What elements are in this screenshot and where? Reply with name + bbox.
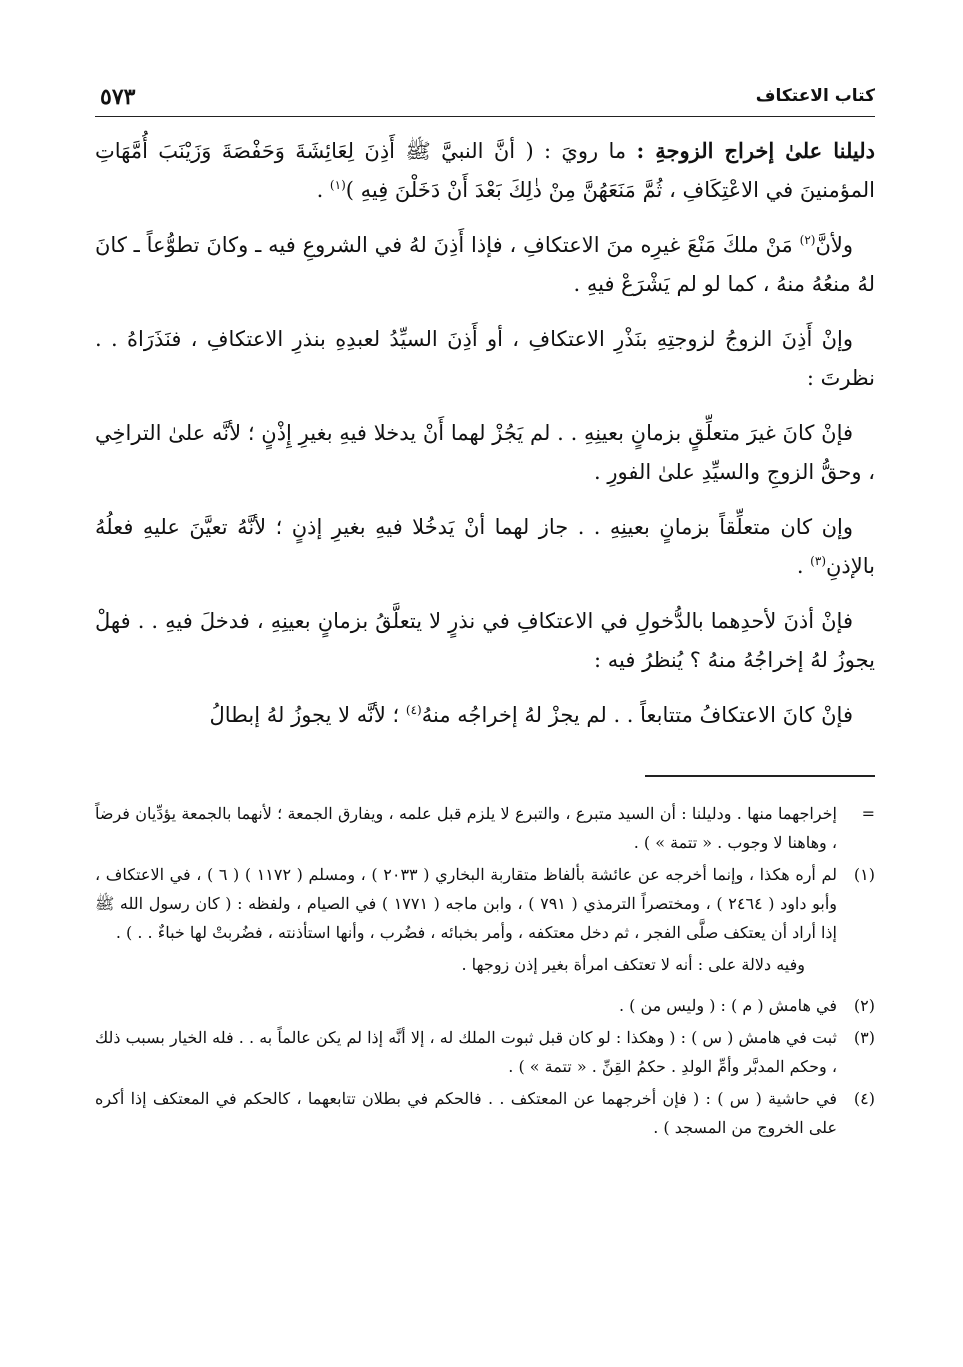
footnote	[95, 1084, 875, 1142]
paragraph	[95, 696, 875, 735]
paragraph	[95, 602, 875, 680]
footnote	[95, 1023, 875, 1081]
paragraph	[95, 131, 875, 210]
paragraph-tail: .	[796, 554, 811, 578]
footnote-mark: (٣)	[853, 1028, 875, 1047]
footnote-text: في هامش ( م ) : ( وليس من ) .	[618, 996, 837, 1015]
paragraph-lead: دليلنا علىٰ إخراج الزوجةِ :	[636, 138, 875, 163]
footnote-mark: =	[861, 804, 875, 823]
footnote	[95, 991, 875, 1020]
footnote-mark: (٤)	[853, 1089, 875, 1108]
page-header	[95, 80, 875, 117]
page-number: ٥٧٣	[100, 84, 136, 110]
footnote-ref: (٣)	[810, 554, 826, 568]
paragraph-text: فإنْ كانَ غيرَ متعلِّقٍ بزمانٍ بعينِهِ . . لم يَجُزْ لهما أَنْ يدخلا فيهِ بغيرِ إِذْنٍ ؛ لأنَّه علىٰ التراخِي ، وحقُّ الزوجِ والسيِّدِ علىٰ الفورِ .	[95, 421, 875, 484]
footnote-text: في حاشية ( س ) : ( فإن أخرجهما عن المعتكف . . فالحكم في بطلان تتابعهما ، كالحكم في المعتكف إذا أكره على الخروج من المسجد ) .	[95, 1089, 837, 1137]
main-text	[95, 131, 875, 735]
running-title: كتاب الاعتكاف	[755, 86, 875, 106]
paragraph	[95, 414, 875, 492]
paragraph-text: وإنْ أَذِنَ الزوجُ لزوجتِهِ بنَذْرِ الاعتكافِ ، أو أَذِنَ السيِّدُ لعبدِهِ بنذرِ الاعتكافِ ، فنَذَرَاهُ . . نظرتَ :	[95, 327, 875, 390]
footnote-mark: (٢)	[853, 996, 875, 1015]
footnote	[95, 860, 875, 947]
footnote	[95, 799, 875, 857]
footnotes	[95, 799, 875, 1142]
paragraph-text: ولأنَّ	[815, 233, 853, 257]
footnote-ref: (٢)	[799, 233, 816, 247]
paragraph-tail: مَنْ ملكَ مَنْعَ غيرِه منَ الاعتكافِ ، فإذا أَذِنَ لهُ في الشروعِ فيه ـ وكانَ تطوُّعاً ـ كانَ لهُ منعُهُ منهُ ، كما لو لم يَشْرَعْ فيهِ .	[95, 233, 875, 296]
paragraph-text: فإنْ كانَ الاعتكافُ متتابعاً . . لم يجزْ لهُ إخراجُه منهُ	[421, 703, 853, 727]
paragraph	[95, 508, 875, 586]
footnote-mark: (١)	[853, 865, 875, 884]
paragraph-text: ما رويَ : ( أنَّ النبيَّ ﷺ أَذِنَ لِعَائِشَةَ وَحَفْصَةَ وَزَيْنَبَ أُمَّهَاتِ المؤمنينَ في الاعْتِكَافِ ، ثُمَّ مَنَعَهُنَّ مِنْ ذٰلِكَ بَعْدَ أَنْ دَخَلْنَ فِيهِ )	[95, 139, 875, 202]
footnote-ref: (١)	[329, 178, 346, 192]
paragraph-tail: .	[316, 178, 330, 202]
footnote-text: لم أره هكذا ، وإنما أخرجه عن عائشة بألفاظ متقاربة البخاري ( ٢٠٣٣ ) ، ومسلم ( ١١٧٢ ) ( ٦ ) ، في الاعتكاف ، وأبو داود ( ٢٤٦٤ ) ، ومختصراً الترمذي ( ٧٩١ ) ، وابن ماجه ( ١٧٧١ ) في الصيام ، ولفظه : ( كان رسول الله ﷺ إذا أراد أن يعتكف صلَّى الفجر ، ثم دخل معتكفه ، وأمر بخبائه ، فضُرب ، وأنها استأذنته ، فضُربتْ لها خباءٌ . . ) .	[95, 865, 838, 942]
paragraph	[95, 226, 875, 304]
footnote-separator	[645, 775, 875, 777]
paragraph-text: فإنْ أذنَ لأحدِهما بالدُّخولِ في الاعتكافِ في نذرٍ لا يتعلَّقُ بزمانٍ بعينِهِ ، فدخلَ فيهِ . . فهلْ يجوزُ لهُ إخراجُهُ منهُ ؟ يُنظرُ فيه :	[95, 609, 875, 672]
page	[95, 80, 875, 1145]
footnote-continuation: وفيه دلالة على : أنه لا تعتكف امرأة بغير إذن زوجها .	[461, 955, 805, 974]
footnote-ref: (٤)	[405, 703, 422, 717]
paragraph-text: وإن كان متعلِّقاً بزمانٍ بعينِهِ . . جاز لهما أنْ يَدخُلا فيهِ بغيرِ إذنٍ ؛ لأنَّهُ تعيَّنَ عليهِ فعلُهُ بالإذنِ	[95, 515, 875, 578]
footnote-text: إخراجهما منها . ودليلنا : أن السيد متبرع ، والتبرع لا يلزم قبل علمه ، ويفارق الجمعة ؛ لأنهما بالجمعة يؤدِّيان فرضاً ، وهاهنا لا وجوب . « تتمة » ) .	[95, 804, 837, 852]
footnote-text: ثبت في هامش ( س ) : ( وهكذا : لو كان قبل ثبوت الملك له ، إلا أنَّه إذا لم يكن عالماً به . . فله الخيار بسبب ذلك ، وحكم المدبَّر وأمِّ الولدِ . حكمُ القِنِّ . « تتمة » ) .	[95, 1028, 837, 1076]
paragraph	[95, 320, 875, 398]
paragraph-tail: ؛ لأنَّه لا يجوزُ لهُ إبطالُ	[209, 703, 406, 727]
